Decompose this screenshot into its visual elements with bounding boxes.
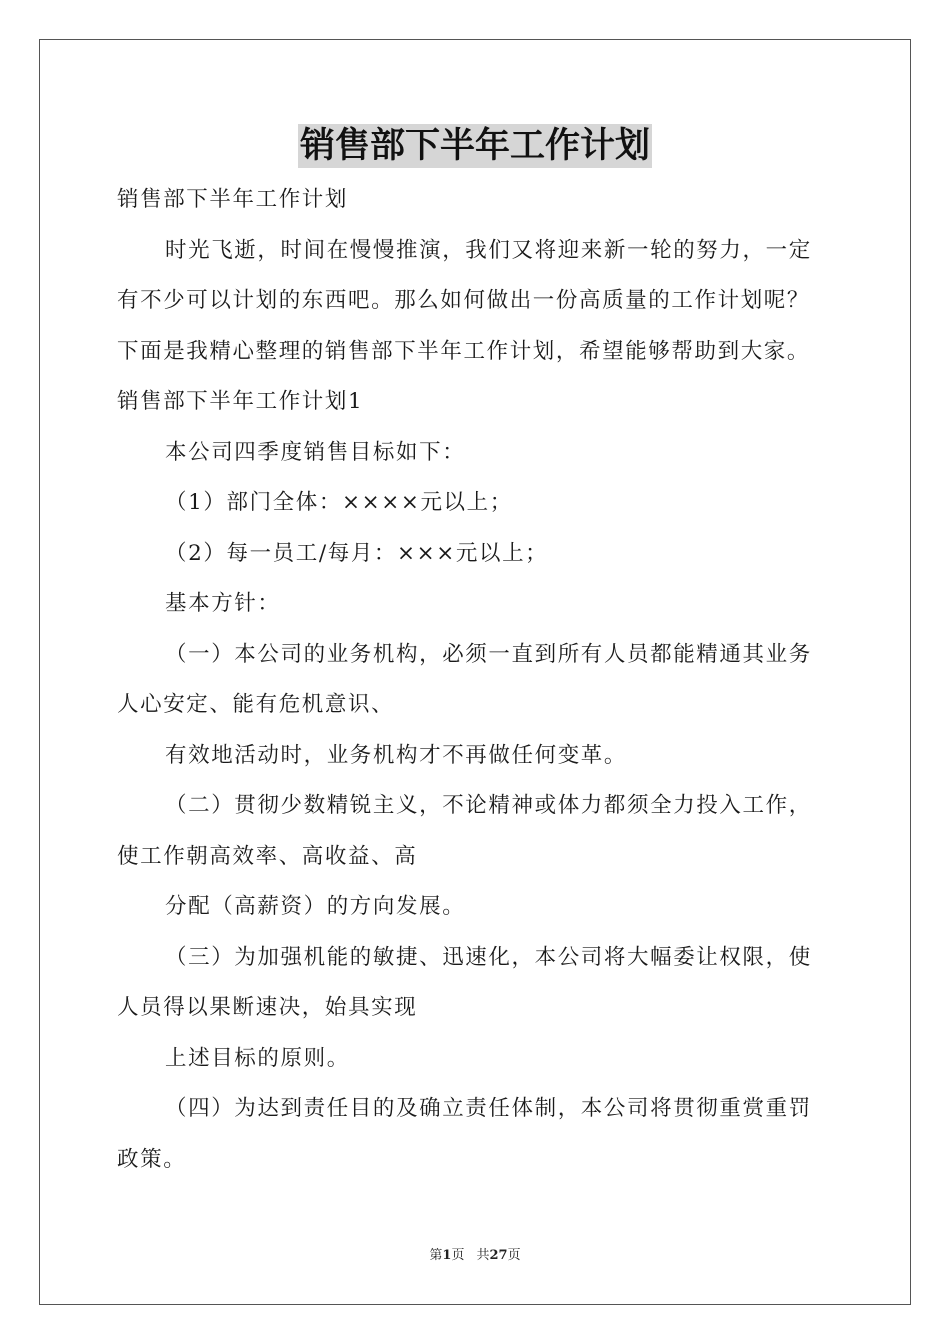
body-line: 销售部下半年工作计划 <box>117 187 349 212</box>
body-line: （三）为加强机能的敏捷、迅速化，本公司将大幅委让权限，使 <box>165 944 812 970</box>
body-line: 本公司四季度销售目标如下： <box>165 439 466 465</box>
body-line: 使工作朝高效率、高收益、高 <box>117 843 418 869</box>
page-number: 1 <box>442 1248 452 1263</box>
body-line: 政策。 <box>117 1146 187 1172</box>
body-line: 上述目标的原则。 <box>165 1045 350 1071</box>
body-line: （一）本公司的业务机构，必须一直到所有人员都能精通其业务 <box>165 641 812 667</box>
title-wrap <box>0 124 950 168</box>
total-suffix: 页 <box>507 1248 521 1263</box>
page-suffix: 页 <box>451 1248 465 1263</box>
body-line: 基本方针： <box>165 591 281 616</box>
total-prefix: 共 <box>476 1248 490 1263</box>
body-line: 人员得以果断速决，始具实现 <box>117 995 418 1020</box>
body-line: 下面是我精心整理的销售部下半年工作计划，希望能够帮助到大家。 <box>117 338 811 364</box>
body-line: 分配（高薪资）的方向发展。 <box>165 894 466 919</box>
document-title: 销售部下半年工作计划 <box>299 126 650 166</box>
page-prefix: 第 <box>429 1248 443 1263</box>
body-line: （1）部门全体：××××元以上； <box>165 490 513 515</box>
body-line: （2）每一员工/每月：×××元以上； <box>165 540 549 566</box>
document-body <box>117 175 837 1185</box>
total-pages: 27 <box>489 1248 508 1263</box>
body-line: （四）为达到责任目的及确立责任体制，本公司将贯彻重赏重罚 <box>165 1096 812 1121</box>
body-line: 销售部下半年工作计划1 <box>117 389 364 414</box>
body-line: 有不少可以计划的东西吧。那么如何做出一份高质量的工作计划呢？ <box>117 288 811 313</box>
body-line: 有效地活动时，业务机构才不再做任何变革。 <box>165 742 628 768</box>
body-line: 人心安定、能有危机意识、 <box>117 692 395 717</box>
page-footer <box>0 1247 950 1265</box>
body-line: 时光飞逝，时间在慢慢推演，我们又将迎来新一轮的努力，一定 <box>165 237 812 263</box>
body-line: （二）贯彻少数精锐主义，不论精神或体力都须全力投入工作， <box>165 793 812 818</box>
